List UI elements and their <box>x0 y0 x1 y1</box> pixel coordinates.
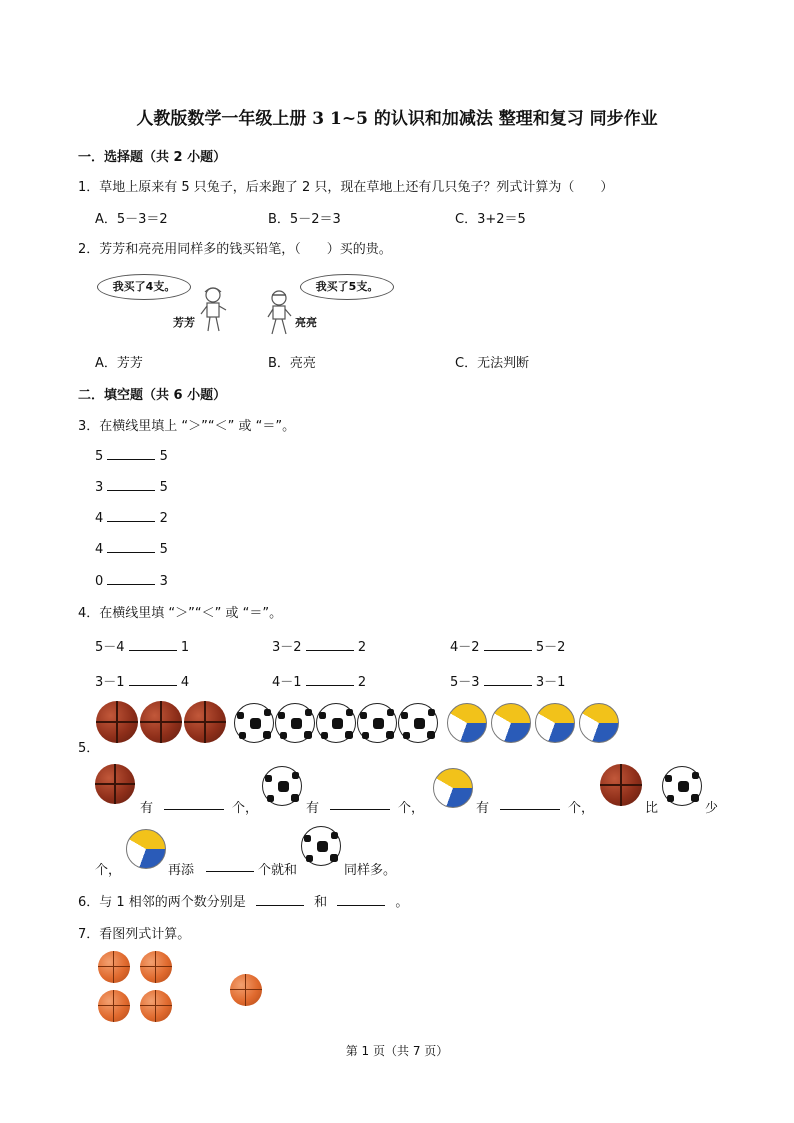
soccer-ball-icon <box>301 826 341 866</box>
boy-figure-icon <box>265 290 293 336</box>
soccer-patch <box>345 731 353 739</box>
soccer-patch <box>265 775 272 782</box>
soccer-patch <box>304 731 312 739</box>
soccer-patch <box>386 731 394 739</box>
answer-blank[interactable] <box>484 638 532 651</box>
q5-text-shao: 少 <box>705 801 719 816</box>
question-2-option-c[interactable]: C．无法判断 <box>455 356 530 371</box>
orange-basketball-icon <box>98 951 130 983</box>
soccer-patch <box>360 712 367 719</box>
soccer-patch <box>428 709 435 716</box>
q4-expression: 5－4 <box>95 640 125 655</box>
basketball-icon <box>96 701 138 743</box>
soccer-patch <box>291 718 301 728</box>
orange-basketball-icon <box>230 974 262 1006</box>
soccer-patch <box>373 718 383 728</box>
soccer-patch <box>250 718 260 728</box>
answer-blank[interactable] <box>129 638 177 651</box>
q4-expression: 3－1 <box>535 675 566 690</box>
q3-right-value: 3 <box>159 574 168 589</box>
answer-blank[interactable] <box>107 572 155 585</box>
page-title: 人教版数学一年级上册 3 1~5 的认识和加减法 整理和复习 同步作业 <box>136 109 658 129</box>
soccer-patch <box>403 732 410 739</box>
answer-blank[interactable] <box>107 478 155 491</box>
q4-expression: 1 <box>180 640 190 655</box>
q3-left-value: 0 <box>95 574 104 589</box>
volleyball-icon <box>433 768 473 808</box>
basketball-icon <box>600 764 642 806</box>
q3-row <box>95 509 168 526</box>
speech-bubble-right: 我买了5支。 <box>300 274 394 300</box>
name-label-left: 芳芳 <box>173 316 195 329</box>
q3-row <box>95 540 168 557</box>
question-2-option-a[interactable]: A．芳芳 <box>95 356 143 371</box>
q5-text-tongyangduo: 同样多。 <box>344 863 397 878</box>
orange-basketball-icon <box>98 990 130 1022</box>
page-footer: 第 1 页（共 7 页） <box>345 1044 449 1058</box>
q3-row <box>95 447 168 464</box>
soccer-patch <box>263 731 271 739</box>
soccer-patch <box>291 794 299 802</box>
soccer-patch <box>332 718 342 728</box>
soccer-patch <box>280 732 287 739</box>
volleyball-icon <box>535 703 575 743</box>
q4-item <box>95 636 189 655</box>
soccer-patch <box>306 855 313 862</box>
soccer-patch <box>346 709 353 716</box>
soccer-patch <box>667 795 674 802</box>
volleyball-icon <box>447 703 487 743</box>
q4-expression: 3－2 <box>272 640 302 655</box>
q3-right-value: 5 <box>159 449 168 464</box>
answer-blank[interactable] <box>164 797 224 810</box>
soccer-patch <box>278 781 288 791</box>
question-1-option-b[interactable]: B．5－2＝3 <box>268 212 341 227</box>
question-2-option-b[interactable]: B．亮亮 <box>268 356 316 371</box>
speech-bubble-left: 我买了4支。 <box>97 274 191 300</box>
q3-left-value: 4 <box>95 542 104 557</box>
answer-blank[interactable] <box>129 673 177 686</box>
soccer-patch <box>401 712 408 719</box>
basketball-icon <box>184 701 226 743</box>
soccer-patch <box>330 854 338 862</box>
q3-row <box>95 572 168 589</box>
volleyball-icon <box>126 829 166 869</box>
soccer-patch <box>239 732 246 739</box>
q3-right-value: 2 <box>159 511 168 526</box>
answer-blank[interactable] <box>107 509 155 522</box>
answer-blank[interactable] <box>500 797 560 810</box>
question-3-text: 3．在横线里填上 “＞”“＜” 或 “＝”。 <box>78 419 296 434</box>
q3-left-value: 5 <box>95 449 104 464</box>
q3-left-value: 3 <box>95 480 104 495</box>
q4-item <box>272 671 366 690</box>
q5-text-ge: 个， <box>232 801 259 816</box>
soccer-patch <box>305 709 312 716</box>
q4-item <box>272 636 366 655</box>
q4-item <box>450 636 565 655</box>
answer-blank[interactable] <box>330 797 390 810</box>
q5-text-ge: 个， <box>398 801 425 816</box>
section-heading-choice: 一．选择题（共 2 小题） <box>78 150 227 165</box>
question-1-text: 1．草地上原来有 5 只兔子，后来跑了 2 只，现在草地上还有几只兔子？列式计算为（ ） <box>78 180 614 195</box>
soccer-patch <box>427 731 435 739</box>
soccer-ball-icon <box>275 703 315 743</box>
q6-text-pre: 6．与 1 相邻的两个数分别是 <box>78 895 246 910</box>
q4-expression: 4－1 <box>272 675 302 690</box>
q4-expression: 3－1 <box>95 675 125 690</box>
soccer-ball-icon <box>662 766 702 806</box>
soccer-patch <box>237 712 244 719</box>
soccer-patch <box>678 781 688 791</box>
basketball-icon <box>95 764 135 804</box>
q5-text-bi: 比 <box>645 801 659 816</box>
q4-item <box>450 671 565 690</box>
soccer-patch <box>267 795 274 802</box>
soccer-ball-icon <box>316 703 356 743</box>
answer-blank[interactable] <box>206 859 254 872</box>
name-label-right: 亮亮 <box>295 316 317 329</box>
answer-blank[interactable] <box>306 638 354 651</box>
q4-expression: 5－3 <box>450 675 480 690</box>
question-1-option-c[interactable]: C．3+2＝5 <box>455 212 526 227</box>
answer-blank[interactable] <box>484 673 532 686</box>
soccer-ball-icon <box>262 766 302 806</box>
q3-left-value: 4 <box>95 511 104 526</box>
girl-figure-icon <box>199 286 229 334</box>
section-heading-fill: 二．填空题（共 6 小题） <box>78 388 227 403</box>
q5-text-you: 有 <box>306 801 320 816</box>
soccer-patch <box>362 732 369 739</box>
soccer-patch <box>691 794 699 802</box>
q4-item <box>95 671 189 690</box>
q5-text-ge: 个， <box>95 863 122 878</box>
answer-blank[interactable] <box>256 893 304 906</box>
q4-expression: 4 <box>180 675 190 690</box>
soccer-patch <box>414 718 424 728</box>
q5-text-gejiuhe: 个就和 <box>258 863 298 878</box>
answer-blank[interactable] <box>107 540 155 553</box>
soccer-patch <box>292 772 299 779</box>
q4-expression: 4－2 <box>450 640 480 655</box>
orange-basketball-icon <box>140 990 172 1022</box>
q4-expression: 5－2 <box>535 640 566 655</box>
soccer-patch <box>304 835 311 842</box>
q5-text-ge: 个， <box>568 801 595 816</box>
volleyball-icon <box>579 703 619 743</box>
q5-text-you: 有 <box>140 801 154 816</box>
soccer-patch <box>692 772 699 779</box>
q6-text-post: 。 <box>395 895 409 910</box>
q3-row <box>95 478 168 495</box>
q4-expression: 2 <box>357 640 367 655</box>
q3-right-value: 5 <box>159 480 168 495</box>
answer-blank[interactable] <box>107 447 155 460</box>
answer-blank[interactable] <box>306 673 354 686</box>
volleyball-icon <box>491 703 531 743</box>
soccer-patch <box>331 832 338 839</box>
question-6 <box>78 891 408 910</box>
q6-text-mid: 和 <box>314 895 328 910</box>
q3-right-value: 5 <box>159 542 168 557</box>
question-5-number: 5． <box>78 741 100 756</box>
question-7-text: 7．看图列式计算。 <box>78 927 191 942</box>
soccer-patch <box>317 841 327 851</box>
q5-text-zaitian: 再添 <box>168 863 195 878</box>
soccer-patch <box>665 775 672 782</box>
soccer-patch <box>319 712 326 719</box>
q4-expression: 2 <box>357 675 367 690</box>
answer-blank[interactable] <box>337 893 385 906</box>
soccer-ball-icon <box>234 703 274 743</box>
soccer-patch <box>387 709 394 716</box>
soccer-patch <box>278 712 285 719</box>
question-4-text: 4．在横线里填 “＞”“＜” 或 “＝”。 <box>78 606 283 621</box>
soccer-patch <box>321 732 328 739</box>
orange-basketball-icon <box>140 951 172 983</box>
soccer-ball-icon <box>357 703 397 743</box>
soccer-ball-icon <box>398 703 438 743</box>
question-2-illustration <box>95 266 397 338</box>
question-2-text: 2．芳芳和亮亮用同样多的钱买铅笔，（ ）买的贵。 <box>78 242 392 257</box>
basketball-icon <box>140 701 182 743</box>
question-1-option-a[interactable]: A．5－3＝2 <box>95 212 168 227</box>
soccer-patch <box>264 709 271 716</box>
q5-text-you: 有 <box>476 801 490 816</box>
